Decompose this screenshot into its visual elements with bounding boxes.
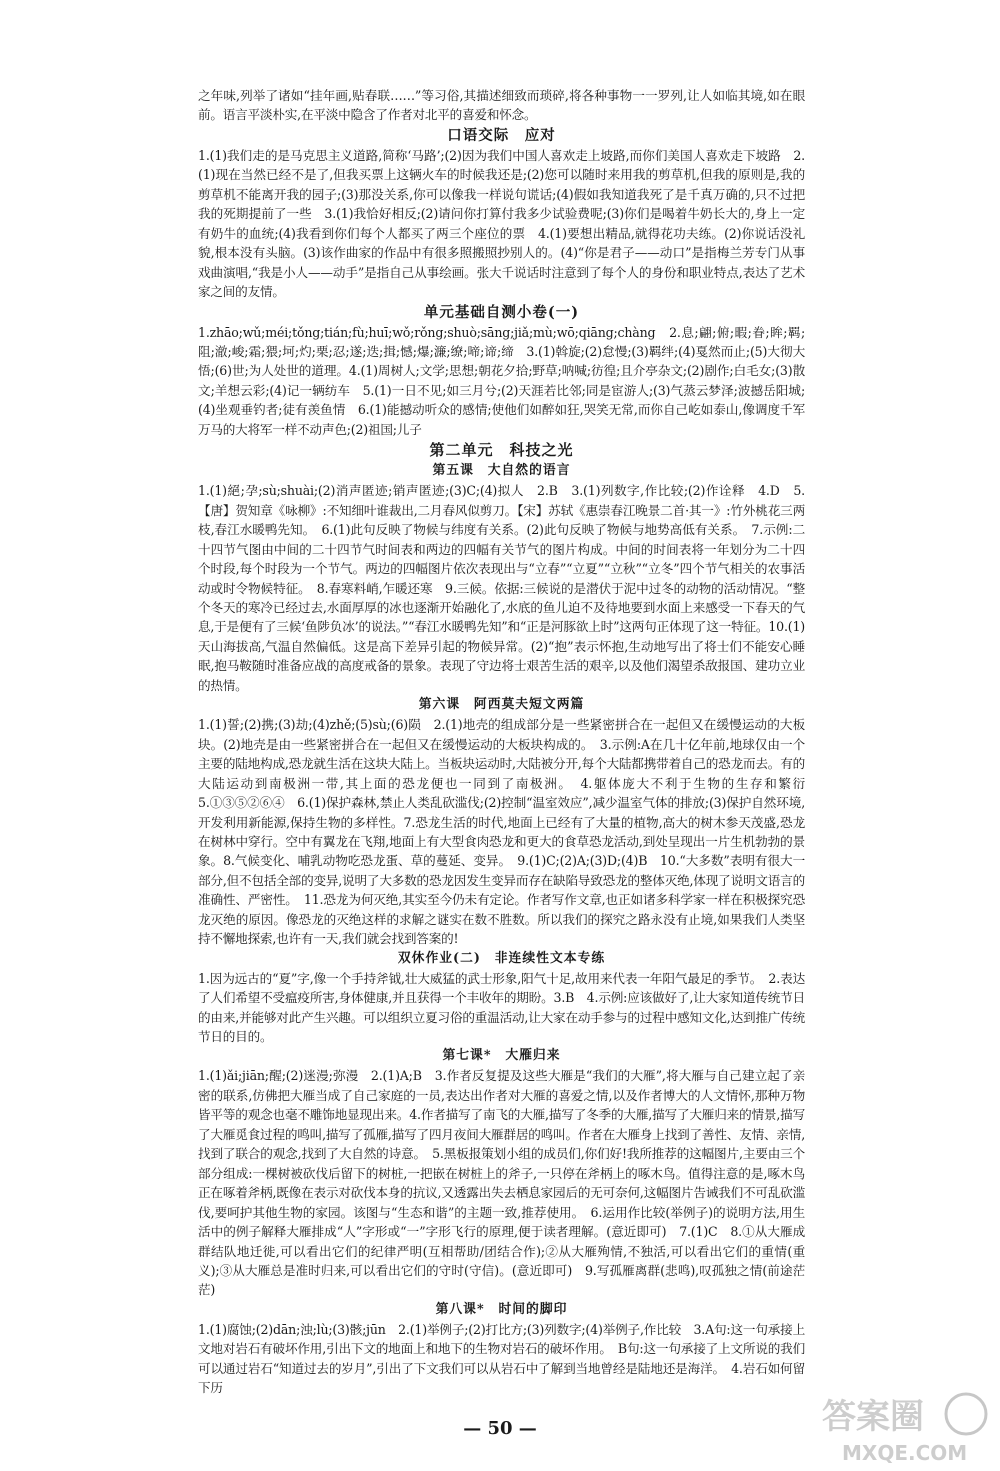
- section-heading: 单元基础自测小卷(一): [423, 303, 580, 321]
- answer-page: [198, 86, 818, 1398]
- page-number: — 50 —: [463, 1418, 537, 1439]
- section-heading: 口语交际 应对: [447, 126, 556, 144]
- answer-paragraph: 1.因为远古的“夏”字,像一个手持斧钺,壮大威猛的武士形象,阳气十足,故用来代表一年阳气最足的季节。 2.表达了人们希望不受瘟疫所害,身体健康,并且获得一个丰收年的期盼。3.B 4.示例:应该做好了,让大家知道传统节日的由来,并能够对此产生兴趣。可以组织立夏习俗的重温活动,让大家在动手参与的过程中感知文化,达到推广传统节日的目的。: [198, 970, 805, 1045]
- answer-paragraph: 1.(1)我们走的是马克思主义道路,简称‘马路’;(2)因为我们中国人喜欢走上坡路,而你们美国人喜欢走下坡路 2.(1)现在当然已经不是了,但我买票上这辆火车的时候我还是;(2)您可以随时来用我的剪草机,但我的原则是,我的剪草机不能离开我的园子;(3)那没关系,你可以像我一样说句谎话;(4)假如我知道我死了是千真万确的,只不过把我的死期提前了一些 3.(1)我恰好相反;(2)请问你打算付我多少试验费呢;(3)你们是喝着牛奶长大的,身上一定有奶牛的血统;(4)我看到你们每个人都买了两三个座位的票 4.(1)要想出精品,就得花功夫练。(2)你说话没礼貌,根本没有头脑。(3)该作曲家的作品中有很多照搬照抄别人的。(4)“你是君子——动口”是指梅兰芳专门从事戏曲演唱,“我是小人——动手”是指自己从事绘画。张大千说话时注意到了每个人的身份和职业特点,表达了艺术家之间的友情。: [198, 147, 805, 300]
- section-heading: 第七课* 大雁归来: [442, 1048, 561, 1064]
- answer-paragraph: 之年味,列举了诸如“挂年画,贴春联……”等习俗,其描述细致而琐碎,将各种事物一一罗列,让人如临其境,如在眼前。语言平淡朴实,在平淡中隐含了作者对北平的喜爱和怀念。: [198, 88, 805, 123]
- section-heading: 第六课 阿西莫夫短文两篇: [418, 697, 585, 713]
- watermark-logo: [816, 1384, 992, 1466]
- answer-paragraph: 1.zhāo;wǔ;méi;tǒng;tián;fù;huī;wǒ;rǒng;shuò;sāng;jiǎ;mù;wō;qiāng;chàng 2.息;翩;俯;暇;眷;眸;羁;阻;澈;峻;霜;猥;坷;灼;栗;忍;遂;迭;揖;憾;爆;濂;缭;啼;谛;缔 3.(1)斡旋;(2)怠慢;(3)羁绊;(4)戛然而止;(5)大彻大悟;(6)世;为人处世的道理。4.(1)周树人;文学;思想;朝花夕拾;野草;呐喊;彷徨;且介亭杂文;(2)剧作;白毛女;(3)散文;羊想云彩;(4)记一辆纺车 5.(1)一日不见;如三月兮;(2)天涯若比邻;同是宦游人;(3)气蒸云梦泽;波撼岳阳城;(4)坐观垂钓者;徒有羡鱼情 6.(1)能撼动听众的感情;使他们如醉如狂,哭笑无常,而你自己屹如泰山,像调度千军万马的大将军一样不动声色;(2)祖国;儿子: [198, 324, 805, 437]
- watermark-site: MXQE.COM: [842, 1441, 968, 1465]
- watermark-circle: [946, 1394, 986, 1434]
- answer-paragraph: 1.(1)腐蚀;(2)dān;浊;lù;(3)骸;jūn 2.(1)举例子;(2)打比方;(3)列数字;(4)举例子,作比较 3.A句:这一句承接上文地对岩石有破坏作用,引出下文的地面上和地下的生物对岩石的破坏作用。 B句:这一句承接了上文所说的我们可以通过岩石“知道过去的岁月”,引出了下文我们可以从岩石中了解到当地曾经是陆地还是海洋。 4.岩石如何留下历: [198, 1321, 805, 1396]
- answer-paragraph: 1.(1)誓;(2)携;(3)劫;(4)zhě;(5)sù;(6)陨 2.(1)地壳的组成部分是一些紧密拼合在一起但又在缓慢运动的大板块。(2)地壳是由一些紧密拼合在一起但又在缓慢运动的大板块构成的。 3.示例:A在几十亿年前,地球仅由一个主要的陆地构成,恐龙就生活在这块大陆上。当板块运动时,大陆被分开,每个大陆都携带着自己的恐龙而去。有的大陆运动到南极洲一带,其上面的恐龙便也一同到了南极洲。 4.躯体庞大不利于生物的生存和繁衍 5.①③⑤②⑥④ 6.(1)保护森林,禁止人类乱砍滥伐;(2)控制“温室效应”,减少温室气体的排放;(3)保护自然环境,开发利用新能源,保持生物的多样性。7.恐龙生活的时代,地面上已经有了大量的植物,高大的树木参天茂盛,恐龙在树林中穿行。空中有翼龙在飞翔,地面上有大型食肉恐龙和更大的食草恐龙活动,到处呈现出一片生机勃勃的景象。8.气候变化、哺乳动物吃恐龙蛋、草的蔓延、变异。 9.(1)C;(2)A;(3)D;(4)B 10.“大多数”表明有很大一部分,但不包括全部的变异,说明了大多数的恐龙因发生变异而存在缺陷导致恐龙的整体灭绝,体现了说明文语言的准确性、严密性。 11.恐龙为何灭绝,其实至今仍未有定论。作者写作文章,也正如诸多科学家一样在积极探究恐龙灭绝的原因。像恐龙的灭绝这样的求解之谜实在数不胜数。所以我们的探究之路永没有止境,如果我们人类坚持不懈地探索,也许有一天,我们就会找到答案的!: [198, 717, 818, 947]
- unit-heading: 第二单元 科技之光: [429, 441, 574, 460]
- answer-paragraph: 1.(1)ǎi;jiān;醒;(2)迷漫;弥漫 2.(1)A;B 3.作者反复提及这些大雁是“我们的大雁”,将大雁与自己建立起了亲密的联系,仿佛把大雁当成了自己家庭的一员,表达出作者对大雁的喜爱之情,以及作者博大的人文情怀,那种万物皆平等的观念也毫不雕饰地显现出来。4.作者描写了南飞的大雁,描写了冬季的大雁,描写了大雁归来的情景,描写了大雁觅食过程的鸣叫,描写了孤雁,描写了四月夜间大雁群居的鸣叫。作者在大雁身上找到了善性、友情、亲情,找到了联合的观念,找到了大自然的诗意。 5.黑板报策划小组的成员们,你们好!我所推荐的这幅图片,主要由三个部分组成:一棵树被砍伐后留下的树桩,一把嵌在树桩上的斧子,一只停在斧柄上的啄木鸟。值得注意的是,啄木鸟正在啄着斧柄,既像在表示对砍伐本身的抗议,又透露出失去栖息家园后的无可奈何,这幅图片告诫我们不可乱砍滥伐,要呵护其他生物的家园。该图与“生态和谐”的主题一致,推荐使用。 6.运用作比较(举例子)的说明方法,用生活中的例子解释大雁排成“人”字形或“一”字形飞行的原理,便于读者理解。(意近即可) 7.(1)C 8.①从大雁成群结队地迁徙,可以看出它们的纪律严明(互相帮助/团结合作);②从大雁殉情,不独活,可以看出它们的重情(重义);③从大雁总是准时归来,可以看出它们的守时(守信)。(意近即可) 9.写孤雁离群(悲鸣),叹孤独之情(前途茫茫): [198, 1068, 805, 1298]
- answer-paragraph: 1.(1)絕;孕;sù;shuài;(2)消声匿迹;销声匿迹;(3)C;(4)拟人 2.B 3.(1)列数字,作比较;(2)作诠释 4.D 5.【唐】贺知章《咏柳》:不知细叶谁裁出,二月春风似剪刀。【宋】苏轼《惠崇春江晚景二首·其一》:竹外桃花三两枝,春江水暖鸭先知。 6.(1)此句反映了物候与纬度有关系。(2)此句反映了物候与地势高低有关系。 7.示例:二十四节气图由中间的二十四节气时间表和两边的四幅有关节气的图片构成。中间的时间表将一年划分为二十四个时段,每个时段为一个节气。两边的四幅图片依次表现出与“立春”“立夏”“立秋”“立冬”四个节气相关的农事活动或时令物候特征。 8.春寒料峭,乍暖还寒 9.三候。依据:三候说的是潜伏于泥中过冬的动物的活动情况。“整个冬天的寒冷已经过去,水面厚厚的冰也逐渐开始融化了,水底的鱼儿迫不及待地要到水面上来感受一下春天的气息,于是便有了三候‘鱼陟负冰’的说法。”“春江水暖鸭先知”和“正是河豚欲上时”这两句正体现了这一特征。10.(1)天山海拔高,气温自然偏低。这是高下差异引起的物候异常。(2)“抱”表示怀抱,生动地写出了将士们不能安心睡眠,抱马鞍随时准备应战的高度戒备的景象。表现了守边将士艰苦生活的艰辛,以及他们渴望杀敌报国、建功立业的热情。: [198, 483, 805, 693]
- section-heading: 第八课* 时间的脚印: [435, 1301, 568, 1317]
- section-heading: 双休作业(二) 非连续性文本专练: [397, 950, 606, 966]
- section-heading: 第五课 大自然的语言: [432, 463, 571, 479]
- watermark-text: 答案圈: [822, 1397, 924, 1437]
